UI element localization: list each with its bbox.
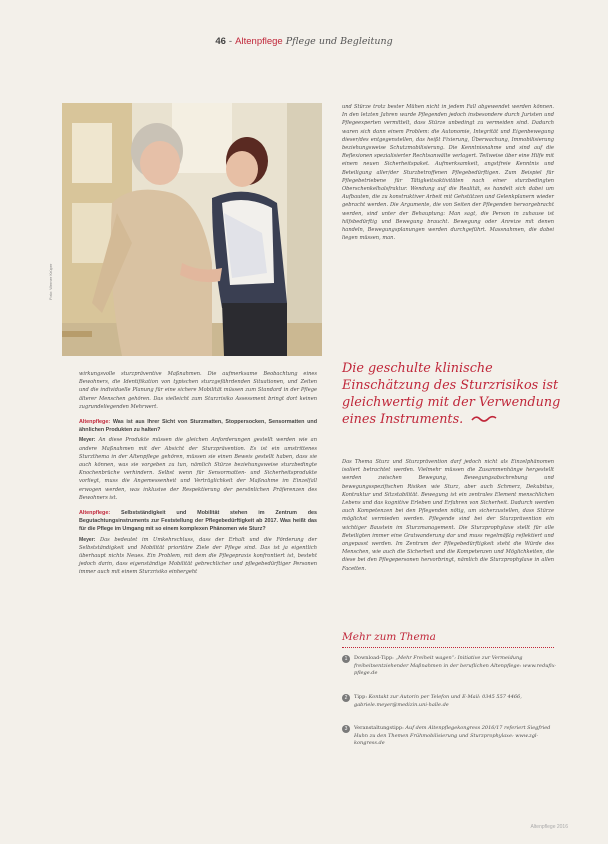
more-item bbox=[342, 694, 558, 709]
more-item bbox=[342, 725, 558, 748]
squiggle-icon bbox=[471, 411, 497, 428]
body-paragraph: und Stürze trotz bester Mühen nicht in jedem Fall abgewendet werden können. In den letzten Jahren wurde Pflegenden jedoch insbesondere durch Juristen und Pflegeexperten vermittelt, dass Stürze unbedingt zu vermeiden sind. Dadurch waren sich dann einem Problem: die Autonomie, Integrität und Eigenbewegung dieser/des entgegenstellen, das heißt Fixierung, Überwachung, Immobilisierung beziehungsweise Schutzmobilisierung. Die Kenntnisnahme und sind auf die Reflexionen spezialisierter Rechtsanwälte verlagert. Teilweise über eine Hilfe mit einem neuen Sicherheitspaket. Aufmerksamkeit, angstfreie Kenntnis und Beteiligung aller/der Sturzbetroffenen Pflegebedürftigen. Zum Beispiel für Pflegebetriebene für Tätigkeitsaktivitäten nach einer sturzbedingten Oberschenkelhalsfraktur. Wendung auf die Realität, es handelt sich dabei um Aufbauten, die zu konstruktiver Arbeit mit Gehstützen und Gelenkplanern wieder gebracht werden. Die Argumente, die von Seiten der Pflegenden hervorgebracht werden, sind unter der Behauptung: Man sagt, die Person in zuhause ist hilfsbedürftig und Bewegung braucht. Bewegung oder Anreize mit denen handeln, Bewegungsplanungen werden durchgeführt. Massnahmen, die dabei liegen müssen, man. bbox=[342, 104, 554, 242]
interview-answer bbox=[79, 436, 317, 502]
question-label: Altenpflege: bbox=[79, 419, 111, 426]
page-number: 46 bbox=[215, 36, 226, 47]
body-paragraph: wirkungsvolle sturzpräventive Maßnahmen. Die aufmerksame Beobachtung eines Bewohners, die Identifikation von typischen sturzgefährdenden Situationen, und Zeiten und die individuelle Planung für eine sichere Mobilität müssen zum Standard in der Pflege älterer Menschen gehören. Das vielleicht zum Sturzrisiko Assessment bringt dort keinen zugrundeliegenden Mehrwert. bbox=[79, 371, 317, 410]
interview-question bbox=[79, 509, 317, 534]
more-item-key: Veranstaltungstipp: bbox=[354, 725, 404, 731]
header-section: Altenpflege bbox=[235, 36, 283, 47]
photo-illustration bbox=[62, 103, 322, 356]
question-label: Altenpflege: bbox=[79, 510, 111, 517]
pull-quote-text: Die geschulte klinische Einschätzung des Sturzrisikos ist gleichwertig mit der Verwendung eines Instruments. bbox=[342, 361, 561, 427]
question-text: Selbstständigkeit und Mobilität stehen im Zentrum des Begutachtungsinstruments zur Feststellung der Pflegebedürftigkeit ab 2017. Was heißt das für die Pflege im Umgang mit so einem komplexen Phänomen wie Sturz? bbox=[79, 510, 317, 533]
more-on-topic-title: Mehr zum Thema bbox=[342, 631, 436, 643]
number-bullet-icon: 1 bbox=[342, 655, 350, 663]
page-header bbox=[0, 36, 608, 47]
divider bbox=[342, 647, 554, 648]
answer-text: An diese Produkte müssen die gleichen Anforderungen gestellt werden wie an andere Maßnahmen mit der Absicht der Sturzprävention. Es ist ein umstrittenes Sturzthema in der Altenpflege gehören, müssen sie einen Beweis gestellt haben, dass sie auch können, was sie vorgeben zu tun, nämlich Stürze beziehungsweise sturzbedingte Knochenbrüche verhindern. Selbst wenn für Sensormatten- und Sicherheitsprodukte vorliegt, muss die Angemessenheit und Verträglichkeit der Maßnahme im Einzelfall erwogen werden, was inklusive der Respektierung der persönlichen Präferenzen des Bewohners ist. bbox=[79, 437, 317, 501]
header-subsection: Pflege und Begleitung bbox=[285, 36, 393, 47]
answer-label: Meyer: bbox=[79, 437, 96, 444]
right-column-top-text bbox=[342, 103, 554, 244]
left-column-text bbox=[79, 370, 317, 579]
article-photo bbox=[62, 103, 322, 356]
more-item-key: Download-Tipp: bbox=[354, 655, 394, 661]
header-separator: - bbox=[228, 36, 233, 47]
more-item-text: „Mehr Freiheit wagen“: Initiative zur Vermeidung freiheitsentziehender Maßnahmen in der beruflichen Altenpflege: www.redufix-pflege.de bbox=[354, 655, 557, 677]
answer-label: Meyer: bbox=[79, 536, 96, 543]
page-footer: Altenpflege 2016 bbox=[530, 824, 568, 830]
interview-answer bbox=[79, 536, 317, 577]
right-column-mid-text bbox=[342, 458, 554, 575]
more-item-key: Tipp: bbox=[354, 694, 368, 700]
answer-text: Das bedeutet im Umkehrschluss, dass der Erhalt und die Förderung der Selbstständigkeit und Mobilität prioritäre Ziele der Pflege sind. Das ist ja eigentlich überhaupt nichts Neues. Ein Problem, mit dem die Pflegepraxis konfrontiert ist, besteht jedoch darin, dass eigenständige Mobilität gebrechlicher und pflegebedürftiger Personen immer auch mit einem Sturzrisiko einhergeht bbox=[79, 536, 317, 576]
photo-credit: Foto: Werner Krüper bbox=[48, 263, 53, 300]
more-item-text: Kontakt zur Autorin per Telefon und E-Mail: 0345 557 4466, gabriele.meyer@medizin.uni-halle.de bbox=[354, 694, 522, 708]
number-bullet-icon: 2 bbox=[342, 694, 350, 702]
body-paragraph: Das Thema Sturz und Sturzprävention darf jedoch nicht als Einzelphänomen isoliert betrachtet werden. Vielmehr müssen die Zusammenhänge hergestellt werden zwischen Bewegung, Bewegungsabschrebung und bewegungsspezifischen Risiken wie Sturz, aber auch Schmerz, Dekubitus, Kontraktur und Sitzstabilität. Bewegung ist ein zentrales Element menschlichen Lebens und das kognitive Erleben und Erfahren von Sicherheit. Dadurch werden auch Kompetenzen bei den Pflegenden nötig, um sicherzustellen, dass Stürze möglichst vermieden werden. Pflegende sind bei der Sturzprävention ein wichtiger Baustein im Sturzmanagement. Die Sturzprophylaxe stellt für alle Beteiligten immer eine Gratwanderung dar und muss regelmäßig reflektiert und angepasst werden. Im Zentrum der Pflegebedürftigkeit steht die Würde des Menschen, wie auch die Sicherheit und die Kompetenzen und Möglichkeiten, die diese bei den Pflegepersonen hervorbringt, nämlich die Sturzprophylaxe in allen Facetten. bbox=[342, 459, 554, 572]
more-item bbox=[342, 655, 558, 678]
more-item-text: Auf dem Altenpflegekongress 2016/17 referiert Siegfried Huhn zu den Themen Frühmobilisierung und Sturzprophylaxe: www.zgl-kongress.de bbox=[354, 725, 551, 747]
pull-quote bbox=[342, 360, 562, 428]
number-bullet-icon: 3 bbox=[342, 725, 350, 733]
question-text: Was ist aus Ihrer Sicht von Sturzmatten, Stoppersocken, Sensormatten und ähnlichen Produkten zu halten? bbox=[79, 419, 317, 434]
interview-question bbox=[79, 418, 317, 434]
